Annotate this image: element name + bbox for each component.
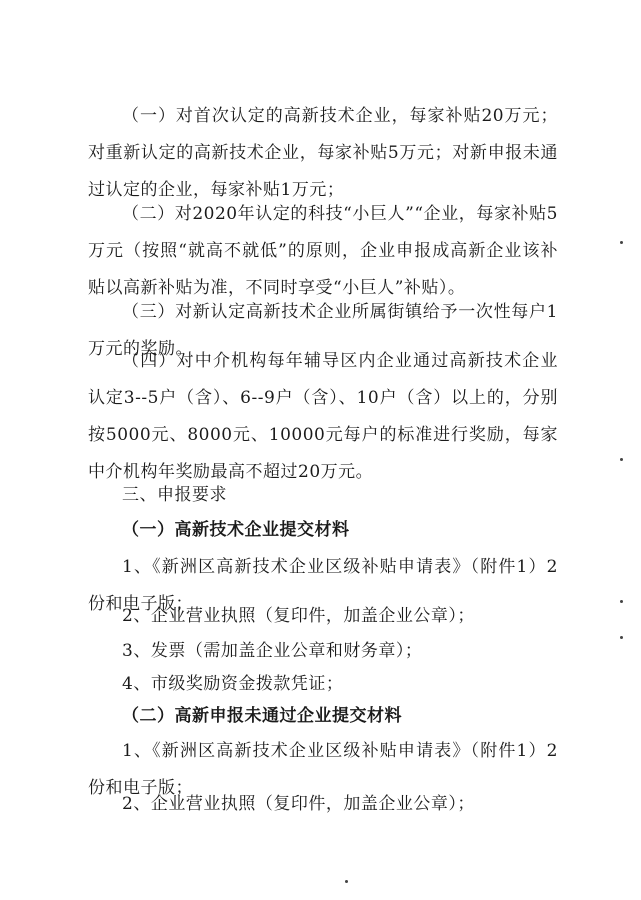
section-title-application-requirements: 三、申报要求 [122,485,227,505]
paragraph-agency-reward: （四）对中介机构每年辅导区内企业通过高新技术企业认定3--5户（含）、6--9户（含）、10户（含）以上的，分别按5000元、8000元、10000元每户的标准进行奖励，每家中介机构年奖励最高不超过20万元。 [88,351,558,482]
scan-speck [620,600,623,603]
paragraph-little-giant-subsidy: （二）对2020年认定的科技“小巨人”“企业，每家补贴5万元（按照“就高不就低”的原则，企业申报成高新企业该补贴以高新补贴为准，不同时享受“小巨人”补贴）。 [88,204,558,298]
list-item: 3、发票（需加盖企业公章和财务章）； [122,641,423,661]
list-item: 1、《新洲区高新技术企业区级补贴申请表》（附件1）2份和电子版； [88,741,558,798]
list-item: 1、《新洲区高新技术企业区级补贴申请表》（附件1）2份和电子版； [88,557,558,614]
scan-speck [620,241,623,244]
list-item: 2、企业营业执照（复印件，加盖企业公章）； [122,794,475,814]
scan-speck [620,636,623,639]
list-item: 4、市级奖励资金拨款凭证； [122,674,344,694]
list-item: 2、企业营业执照（复印件，加盖企业公章）； [122,606,475,626]
paragraph-street-town-reward: （三）对新认定高新技术企业所属街镇给予一次性每户1万元的奖励。 [88,302,558,359]
subsection-title-high-tech-materials: （一）高新技术企业提交材料 [122,520,350,540]
paragraph-first-recognition-subsidy: （一）对首次认定的高新技术企业，每家补贴20万元；对重新认定的高新技术企业，每家补贴5万元；对新申报未通过认定的企业，每家补贴1万元； [88,106,558,200]
scan-speck [345,880,348,883]
scan-speck [620,458,623,461]
subsection-title-failed-application-materials: （二）高新申报未通过企业提交材料 [122,706,402,726]
